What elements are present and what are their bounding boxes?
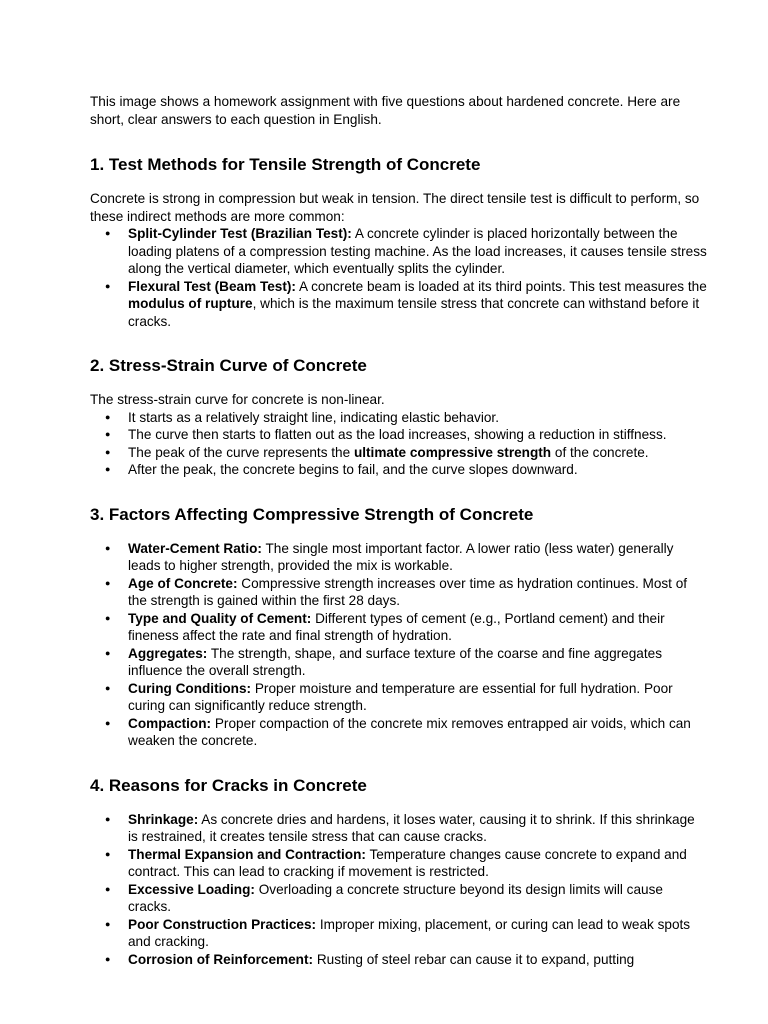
list-item	[90, 575, 708, 610]
item-text: It starts as a relatively straight line, indicating elastic behavior.	[128, 409, 499, 425]
list-item	[90, 540, 708, 575]
list-item	[90, 680, 708, 715]
list-item	[90, 278, 708, 331]
bullet-list	[90, 225, 708, 330]
bold-term: Flexural Test (Beam Test):	[128, 278, 296, 294]
list-item	[90, 715, 708, 750]
item-text: Overloading a concrete structure beyond its design limits will cause cracks.	[128, 881, 663, 914]
item-text: Proper compaction of the concrete mix removes entrapped air voids, which can weaken the concrete.	[128, 715, 691, 748]
list-item	[90, 846, 708, 881]
bold-term: Type and Quality of Cement:	[128, 610, 312, 626]
list-item	[90, 811, 708, 846]
item-text: After the peak, the concrete begins to fail, and the curve slopes downward.	[128, 462, 578, 477]
item-text: Proper moisture and temperature are essential for full hydration. Poor curing can significantly reduce strength.	[128, 680, 673, 713]
list-item	[90, 881, 708, 916]
section-body	[90, 391, 708, 479]
bold-term: Shrinkage:	[128, 811, 199, 827]
sections-container	[90, 154, 708, 968]
bullet-list	[90, 409, 708, 479]
list-item	[90, 409, 708, 427]
item-text: The single most important factor. A lower ratio (less water) generally leads to higher strength, provided the mix is workable.	[128, 540, 674, 573]
list-item	[90, 916, 708, 951]
list-item	[90, 225, 708, 278]
list-item	[90, 461, 708, 479]
section-lead: The stress-strain curve for concrete is non-linear.	[90, 392, 385, 407]
section-heading: 3. Factors Affecting Compressive Strength of Concrete	[90, 504, 534, 524]
bold-term: Poor Construction Practices:	[128, 916, 317, 932]
section-body	[90, 811, 708, 969]
list-item	[90, 951, 708, 969]
bold-term: Excessive Loading:	[128, 881, 255, 897]
item-text: , which is the maximum tensile stress that concrete can withstand before it cracks.	[128, 296, 700, 329]
section-body	[90, 190, 708, 330]
item-text: Rusting of steel rebar can cause it to expand, putting	[313, 951, 635, 967]
item-text: of the concrete.	[551, 444, 649, 460]
bullet-list	[90, 811, 708, 969]
section-heading: 4. Reasons for Cracks in Concrete	[90, 775, 367, 795]
bold-term: modulus of rupture	[128, 296, 253, 311]
bold-term: Age of Concrete:	[128, 575, 238, 591]
bullet-list	[90, 540, 708, 750]
item-text: Improper mixing, placement, or curing can lead to weak spots and cracking.	[128, 916, 691, 949]
item-text: Different types of cement (e.g., Portland cement) and their fineness affect the rate and final strength of hydration.	[128, 610, 665, 643]
list-item	[90, 610, 708, 645]
list-item	[90, 645, 708, 680]
item-text: Compressive strength increases over time as hydration continues. Most of the strength is gained within the first 28 days.	[128, 575, 688, 608]
bold-term: Thermal Expansion and Contraction:	[128, 846, 366, 862]
bold-term: Aggregates:	[128, 645, 208, 661]
item-text: Temperature changes cause concrete to expand and contract. This can lead to cracking if movement is restricted.	[128, 846, 687, 879]
item-text: The strength, shape, and surface texture of the coarse and fine aggregates influence the overall strength.	[128, 645, 662, 678]
list-item	[90, 426, 708, 444]
item-text: A concrete cylinder is placed horizontally between the loading platens of a compression testing machine. As the load increases, it causes tensile stress along the vertical diameter, which eventually splits the cylinder.	[128, 226, 707, 276]
section-body	[90, 540, 708, 750]
item-text: The peak of the curve represents the	[128, 444, 354, 460]
section-lead: Concrete is strong in compression but weak in tension. The direct tensile test is difficult to perform, so these indirect methods are more common:	[90, 191, 700, 224]
item-text: The curve then starts to flatten out as the load increases, showing a reduction in stiffness.	[128, 427, 667, 442]
item-text: A concrete beam is loaded at its third points. This test measures the	[295, 278, 707, 294]
bold-term: Corrosion of Reinforcement:	[128, 951, 314, 967]
item-text: As concrete dries and hardens, it loses water, causing it to shrink. If this shrinkage is restrained, it creates tensile stress that can cause cracks.	[128, 811, 695, 844]
list-item	[90, 444, 708, 462]
bold-term: Split-Cylinder Test (Brazilian Test):	[128, 226, 352, 241]
section-heading: 2. Stress-Strain Curve of Concrete	[90, 356, 367, 375]
section-heading: 1. Test Methods for Tensile Strength of Concrete	[90, 155, 481, 174]
bold-term: ultimate compressive strength	[353, 444, 552, 460]
bold-term: Water-Cement Ratio:	[128, 540, 262, 556]
bold-term: Curing Conditions:	[128, 680, 252, 696]
bold-term: Compaction:	[128, 715, 212, 731]
intro-paragraph: This image shows a homework assignment with five questions about hardened concrete. Here are short, clear answers to each question in English.	[90, 94, 681, 127]
